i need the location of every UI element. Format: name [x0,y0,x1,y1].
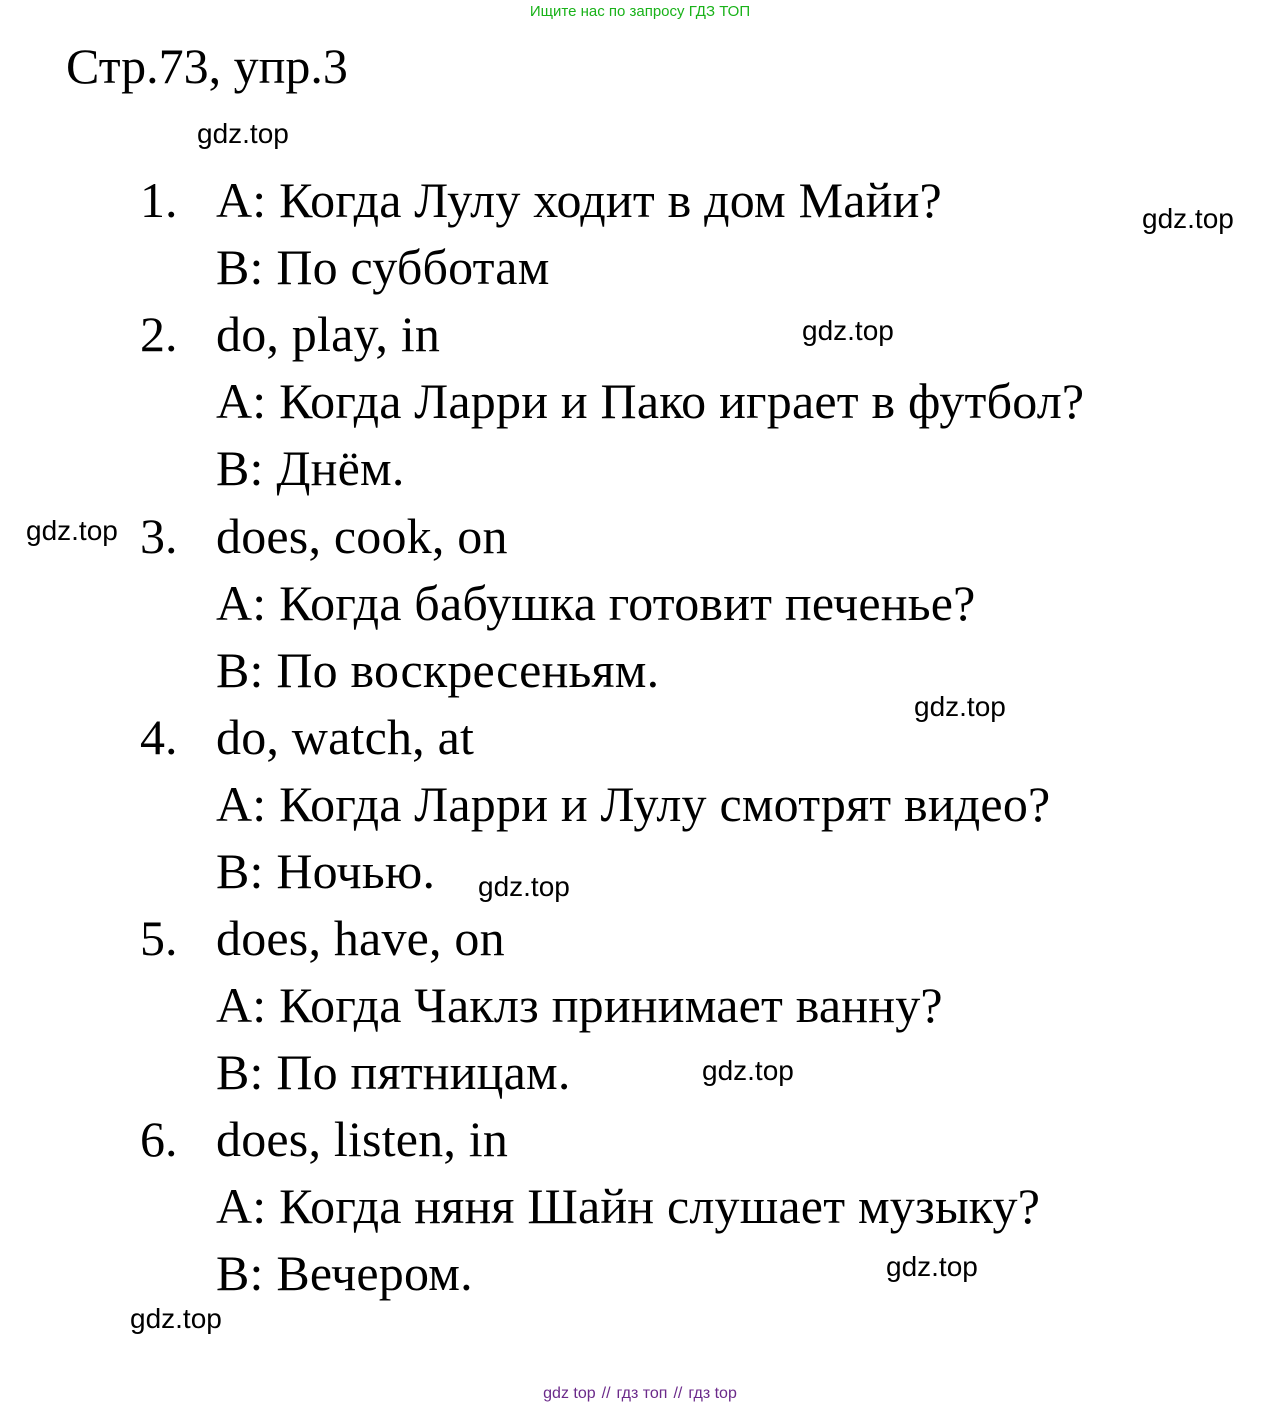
footer-link-gdz-top[interactable]: gdz top [543,1385,596,1402]
watermark: gdz.top [197,118,289,149]
item-number: 6. [140,1111,178,1167]
watermark: gdz.top [1142,203,1234,234]
verbs-line: do, watch, at [216,709,475,765]
item-number: 3. [140,508,178,564]
verbs-line: does, listen, in [216,1111,509,1167]
item-number: 2. [140,306,178,362]
answer-line: B: Днём. [216,440,405,496]
answer-line: A: Когда бабушка готовит печенье? [216,575,976,631]
answer-line: A: Когда Ларри и Пако играет в футбол? [216,373,1085,429]
footer-links [0,1384,1280,1404]
answer-line: A: Когда няня Шайн слушает музыку? [216,1178,1041,1234]
item-number: 4. [140,709,178,765]
answer-line: A: Когда Ларри и Лулу смотрят видео? [216,776,1051,832]
footer-link-gdz-top-ru[interactable]: гдз топ [616,1385,668,1402]
verbs-line: does, cook, on [216,508,508,564]
watermark: gdz.top [702,1055,794,1086]
answer-line: B: По пятницам. [216,1044,571,1100]
answer-line: A: Когда Лулу ходит в дом Майи? [216,172,942,228]
footer-link-gdz-top-mixed[interactable]: гдз top [688,1385,737,1402]
item-number: 5. [140,910,178,966]
answer-line: A: Когда Чаклз принимает ванну? [216,977,943,1033]
answer-line: B: Ночью. [216,843,436,899]
watermark: gdz.top [130,1303,222,1334]
verbs-line: do, play, in [216,306,441,362]
top-banner: Ищите нас по запросу ГДЗ ТОП [529,3,751,20]
watermark: gdz.top [802,315,894,346]
verbs-line: does, have, on [216,910,505,966]
answer-line: B: По воскресеньям. [216,642,660,698]
footer-separator: // [601,1385,611,1402]
page-title: Стр.73, упр.3 [66,38,348,94]
answer-line: B: По субботам [216,239,550,295]
watermark: gdz.top [478,871,570,902]
watermark: gdz.top [914,691,1006,722]
footer-separator: // [673,1385,683,1402]
answer-line: B: Вечером. [216,1245,473,1301]
watermark: gdz.top [886,1251,978,1282]
watermark: gdz.top [26,515,118,546]
item-number: 1. [140,172,178,228]
